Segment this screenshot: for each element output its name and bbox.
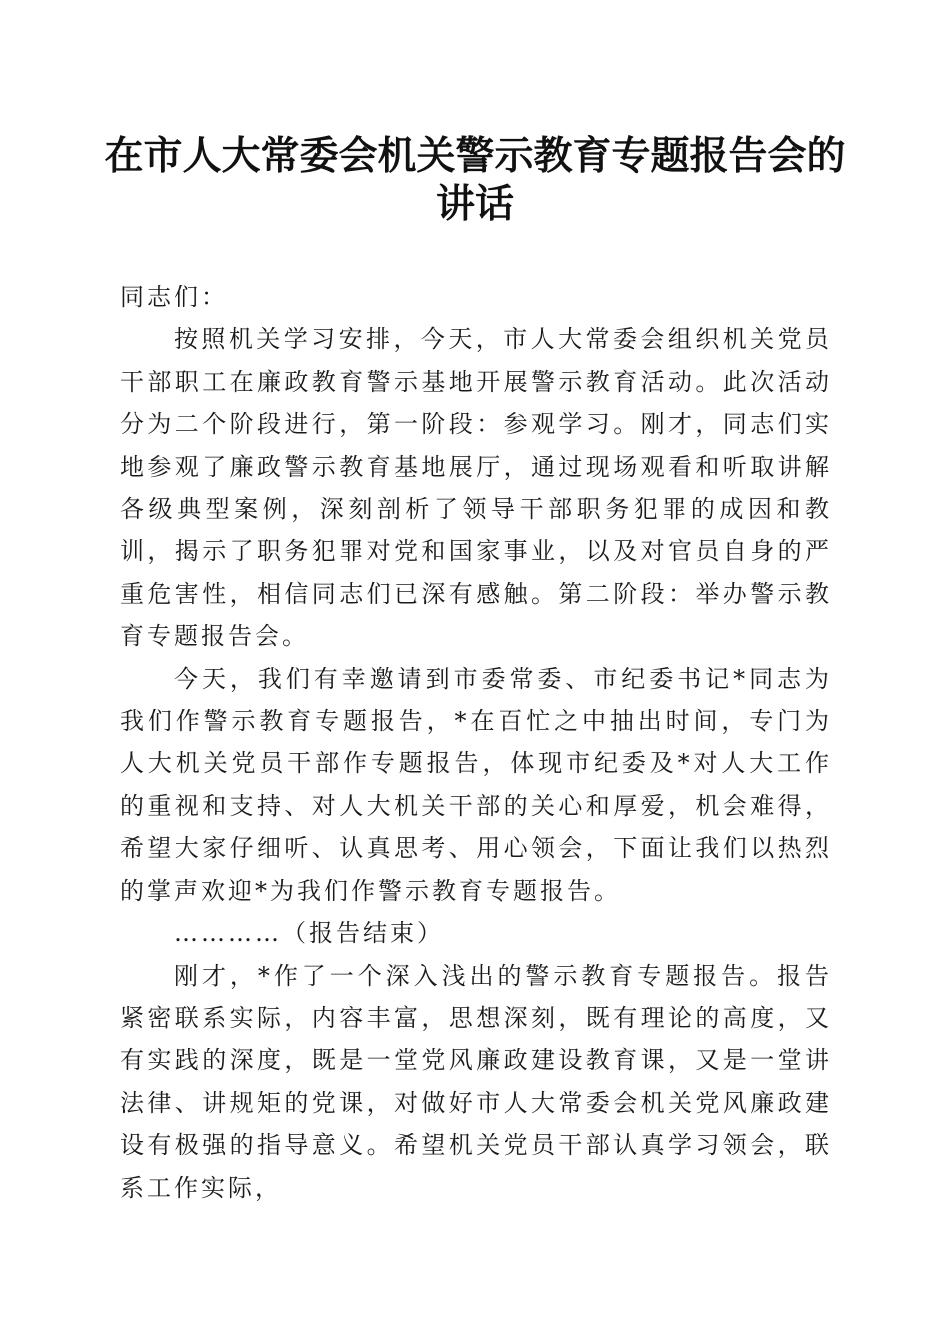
paragraph-arrangement: 按照机关学习安排，今天，市人大常委会组织机关党员干部职工在廉政教育警示基地开展警示教育活动。此次活动分为二个阶段进行，第一阶段：参观学习。刚才，同志们实地参观了廉政警示教育基地展厅，通过现场观看和听取讲解各级典型案例，深刻剖析了领导干部职务犯罪的成因和教训，揭示了职务犯罪对党和国家事业，以及对官员自身的严重危害性，相信同志们已深有感触。第二阶段：举办警示教育专题报告会。: [120, 325, 832, 651]
paragraph-summary: 刚才，*作了一个深入浅出的警示教育专题报告。报告紧密联系实际，内容丰富，思想深刻，既有理论的高度，又有实践的深度，既是一堂党风廉政建设教育课，又是一堂讲法律、讲规矩的党课，对做好市人大常委会机关党风廉政建设有极强的指导意义。希望机关党员干部认真学习领会，联系工作实际，: [120, 961, 832, 1202]
document-body: [120, 276, 832, 1209]
salutation: 同志们：: [120, 283, 228, 311]
paragraph-report-end: …………（报告结束）: [174, 919, 444, 948]
paragraph-invitation: 今天，我们有幸邀请到市委常委、市纪委书记*同志为我们作警示教育专题报告，*在百忙之中抽出时间，专门为人大机关党员干部作专题报告，体现市纪委及*对人大工作的重视和支持、对人大机关干部的关心和厚爱，机会难得，希望大家仔细听、认真思考、用心领会，下面让我们以热烈的掌声欢迎*为我们作警示教育专题报告。: [120, 664, 832, 905]
document-title: 在市人大常委会机关警示教育专题报告会的讲话: [104, 133, 846, 227]
